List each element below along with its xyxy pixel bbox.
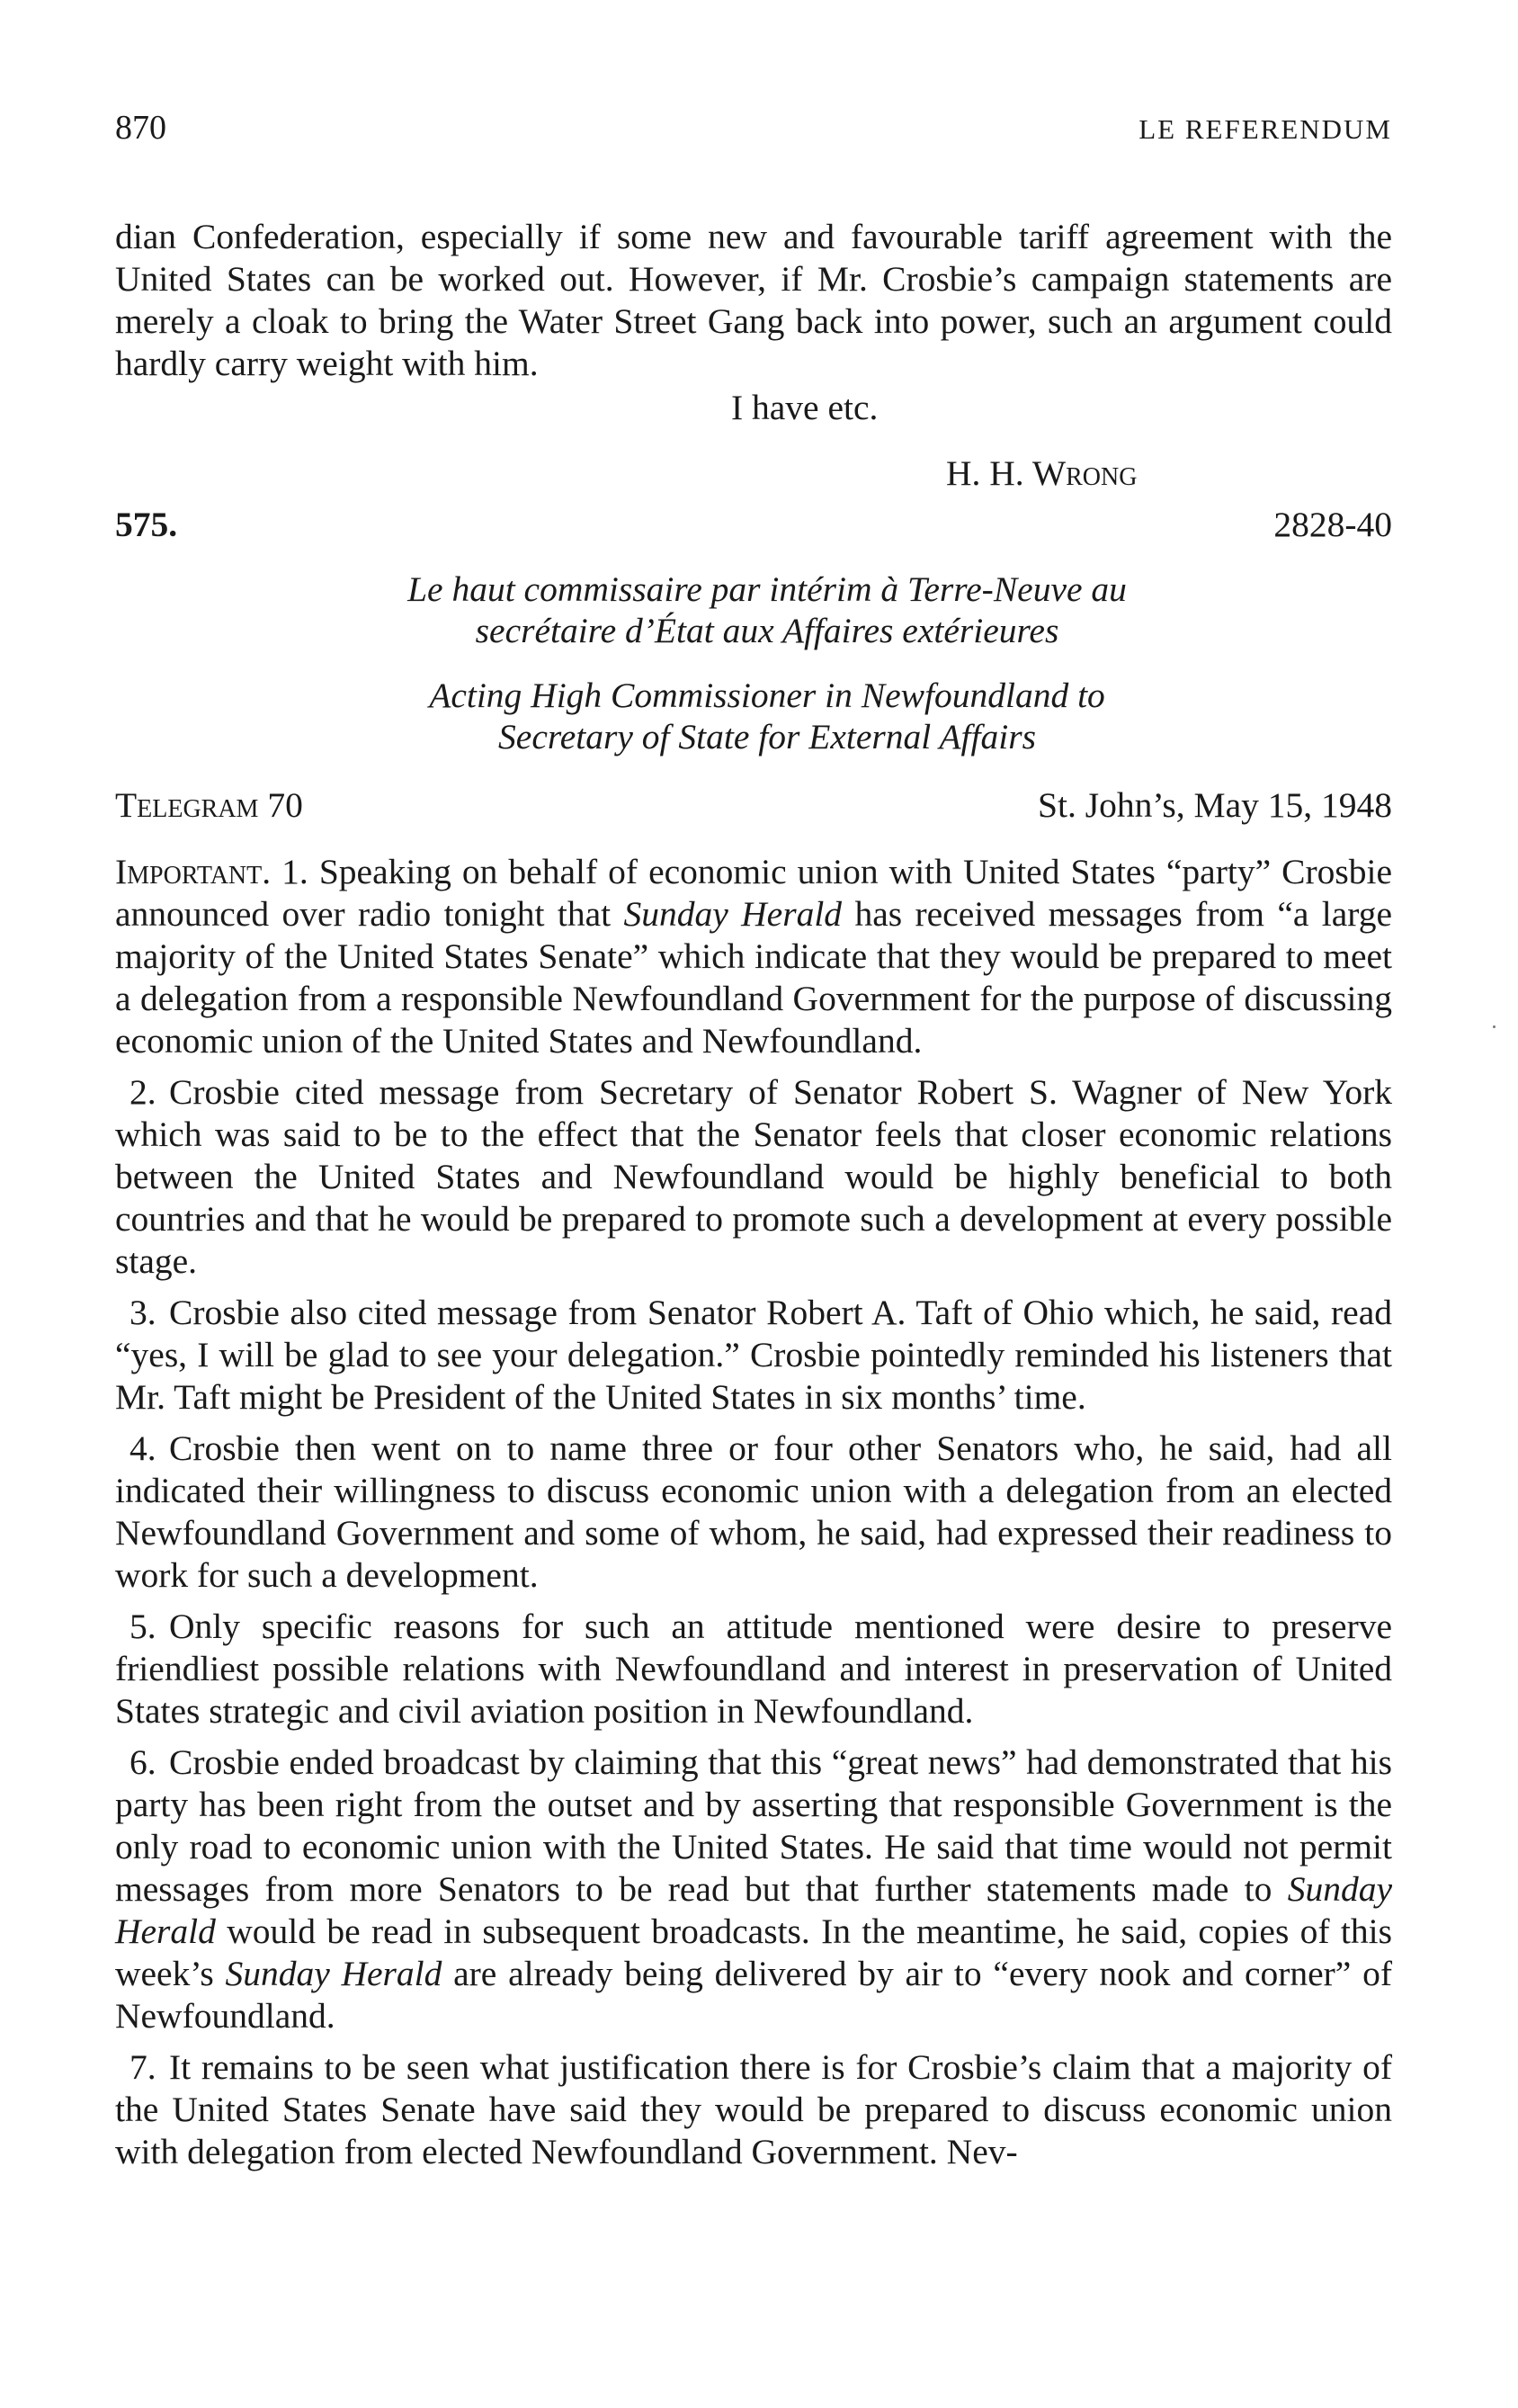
paragraph-6-number: 6. bbox=[129, 1742, 156, 1782]
paragraph-4 bbox=[115, 1428, 1392, 1597]
document-number: 575. bbox=[115, 505, 178, 544]
page-number: 870 bbox=[115, 109, 166, 147]
paragraph-1-text-a: Speaking on behalf of economic union with United States “party” Crosbie announced over radio tonight that bbox=[115, 852, 1393, 934]
heading-french-line-2: secrétaire d’État aux Affaires extérieures bbox=[475, 611, 1059, 650]
paragraph-7-text: It remains to be seen what justification there is for Crosbie’s claim that a majority of the United States Senate have said they would be prepared to discuss economic union with delegation from elected Newfoundland Government. Nev- bbox=[115, 2047, 1392, 2171]
paragraph-1 bbox=[115, 851, 1392, 1062]
heading-english-line-2: Secretary of State for External Affairs bbox=[498, 717, 1036, 756]
paragraph-3 bbox=[115, 1292, 1392, 1419]
paragraph-5-text: Only specific reasons for such an attitude mentioned were desire to preserve friendliest possible relations with Newfoundland and interest in preservation of United States strategic and civil aviation position in Newfoundland. bbox=[115, 1607, 1392, 1731]
paragraph-6-text-b: would be read in subsequent broadcasts. In the meantime, he said, copies of this week’s bbox=[115, 1911, 1392, 1993]
closing-greeting: I have etc. bbox=[731, 388, 879, 427]
paragraph-3-text: Crosbie also cited message from Senator Robert A. Taft of Ohio which, he said, read “yes, I will be glad to see your delegation.” Crosbie pointedly reminded his listeners that Mr. Taft might be President of the United States in six months’ time. bbox=[115, 1293, 1392, 1417]
paragraph-6-text-a: Crosbie ended broadcast by claiming that this “great news” had demonstrated that his party has been right from the outset and by asserting that responsible Government is the only road to economic union with the United States. He said that time would not permit messages from more Senators to be read but that further statements made to bbox=[115, 1742, 1392, 1909]
paragraph-1-number: 1. bbox=[281, 852, 308, 891]
paragraph-6-text-c: are already being delivered by air to “every nook and corner” of Newfoundland. bbox=[115, 1954, 1392, 2036]
running-head bbox=[115, 108, 1392, 148]
paragraph-6 bbox=[115, 1741, 1392, 2037]
heading-english-line-1: Acting High Commissioner in Newfoundland to bbox=[429, 676, 1105, 715]
paragraph-2 bbox=[115, 1071, 1392, 1283]
document-header bbox=[115, 504, 1392, 545]
paragraph-1-text-b: has received messages from “a large majority of the United States Senate” which indicate that they would be prepared to meet a delegation from a responsible Newfoundland Government for the purpose of discussing economic union of the United States and Newfoundland. bbox=[115, 894, 1392, 1061]
newspaper-title: Sunday Herald bbox=[623, 894, 843, 934]
heading-english bbox=[142, 675, 1392, 757]
telegram-label: Telegram 70 bbox=[115, 785, 303, 825]
margin-speck bbox=[1493, 1025, 1496, 1028]
newspaper-title: Sunday Herald bbox=[115, 1869, 1392, 1951]
heading-french bbox=[142, 568, 1392, 651]
file-reference: 2828-40 bbox=[1273, 505, 1392, 544]
running-head-title: LE REFERENDUM bbox=[1138, 113, 1392, 145]
classification-label: Important. bbox=[115, 852, 272, 891]
place-date: St. John’s, May 15, 1948 bbox=[1038, 785, 1392, 825]
book-page bbox=[115, 108, 1392, 2173]
paragraph-2-text: Crosbie cited message from Secretary of Senator Robert S. Wagner of New York which was said to be to the effect that the Senator feels that closer economic relations between the United States and Newfoundland would be highly beneficial to both countries and that he would be prepared to promote such a development at every possible stage. bbox=[115, 1072, 1392, 1281]
newspaper-title: Sunday Herald bbox=[225, 1954, 442, 1993]
paragraph-5-number: 5. bbox=[129, 1607, 156, 1646]
previous-document-closing bbox=[115, 387, 1392, 495]
paragraph-4-text: Crosbie then went on to name three or four other Senators who, he said, had all indicated their willingness to discuss economic union with a delegation from an elected Newfoundland Government and some of whom, he said, had expressed their readiness to work for such a development. bbox=[115, 1428, 1392, 1595]
telegram-meta bbox=[115, 784, 1392, 826]
paragraph-3-number: 3. bbox=[129, 1293, 156, 1332]
previous-document-closing-paragraph: dian Confederation, especially if some new and favourable tariff agreement with the United States can be worked out. However, if Mr. Crosbie’s campaign statements are merely a cloak to bring the Water Street Gang back into power, such an argument could hardly carry weight with him. bbox=[115, 217, 1392, 383]
heading-french-line-1: Le haut commissaire par intérim à Terre-Neuve au bbox=[407, 569, 1127, 609]
paragraph-4-number: 4. bbox=[129, 1428, 156, 1468]
paragraph-2-number: 2. bbox=[129, 1072, 156, 1112]
paragraph-7 bbox=[115, 2046, 1392, 2173]
telegram-body bbox=[115, 851, 1392, 2173]
document-heading bbox=[115, 568, 1392, 757]
paragraph-7-number: 7. bbox=[129, 2047, 156, 2087]
signer-name: H. H. Wrong bbox=[946, 453, 1138, 493]
paragraph-5 bbox=[115, 1606, 1392, 1732]
